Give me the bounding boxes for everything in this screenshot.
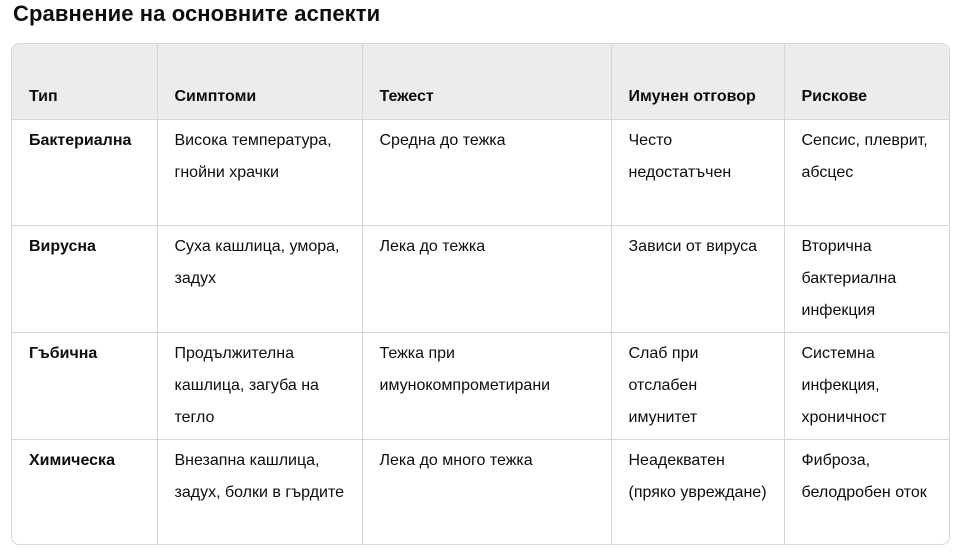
table-row	[12, 225, 949, 332]
comparison-table-container	[11, 43, 950, 545]
cell-severity: Тежка при имунокомпрометирани	[362, 332, 611, 439]
cell-symptoms: Суха кашлица, умора, задух	[157, 225, 362, 332]
cell-severity: Лека до тежка	[362, 225, 611, 332]
cell-type: Бактериална	[12, 119, 157, 225]
column-header-severity: Тежест	[362, 44, 611, 119]
cell-severity: Средна до тежка	[362, 119, 611, 225]
cell-type: Вирусна	[12, 225, 157, 332]
cell-severity: Лека до много тежка	[362, 439, 611, 545]
table-row	[12, 119, 949, 225]
cell-risks: Фиброза, белодробен оток	[801, 451, 927, 501]
table-row	[12, 332, 949, 439]
cell-immune-response: Зависи от вируса	[611, 225, 784, 332]
column-header-symptoms: Симптоми	[157, 44, 362, 119]
cell-symptoms: Внезапна кашлица, задух, болки в гърдите	[157, 439, 362, 545]
cell-immune-response: Неадекватен (пряко увреждане)	[611, 439, 784, 545]
cell-risks: Вторична бактериална инфекция	[784, 225, 949, 332]
column-header-type: Тип	[12, 44, 157, 119]
column-header-immune-response: Имунен отговор	[611, 44, 784, 119]
cell-risks: Сепсис, плеврит, абсцес	[784, 119, 949, 225]
cell-immune-response: Слаб при отслабен имунитет	[611, 332, 784, 439]
cell-type: Химическа	[12, 439, 157, 545]
table-row	[12, 439, 949, 545]
cell-type: Гъбична	[12, 332, 157, 439]
cell-immune-response: Често недостатъчен	[611, 119, 784, 225]
cell-symptoms: Висока температура, гнойни храчки	[157, 119, 362, 225]
cell-symptoms: Продължителна кашлица, загуба на тегло	[157, 332, 362, 439]
column-header-risks: Рискове	[784, 44, 949, 119]
cell-risks: Системна инфекция, хроничност	[784, 332, 949, 439]
comparison-table	[12, 44, 949, 545]
section-heading: Сравнение на основните аспекти	[13, 1, 381, 26]
table-header-row	[12, 44, 949, 119]
